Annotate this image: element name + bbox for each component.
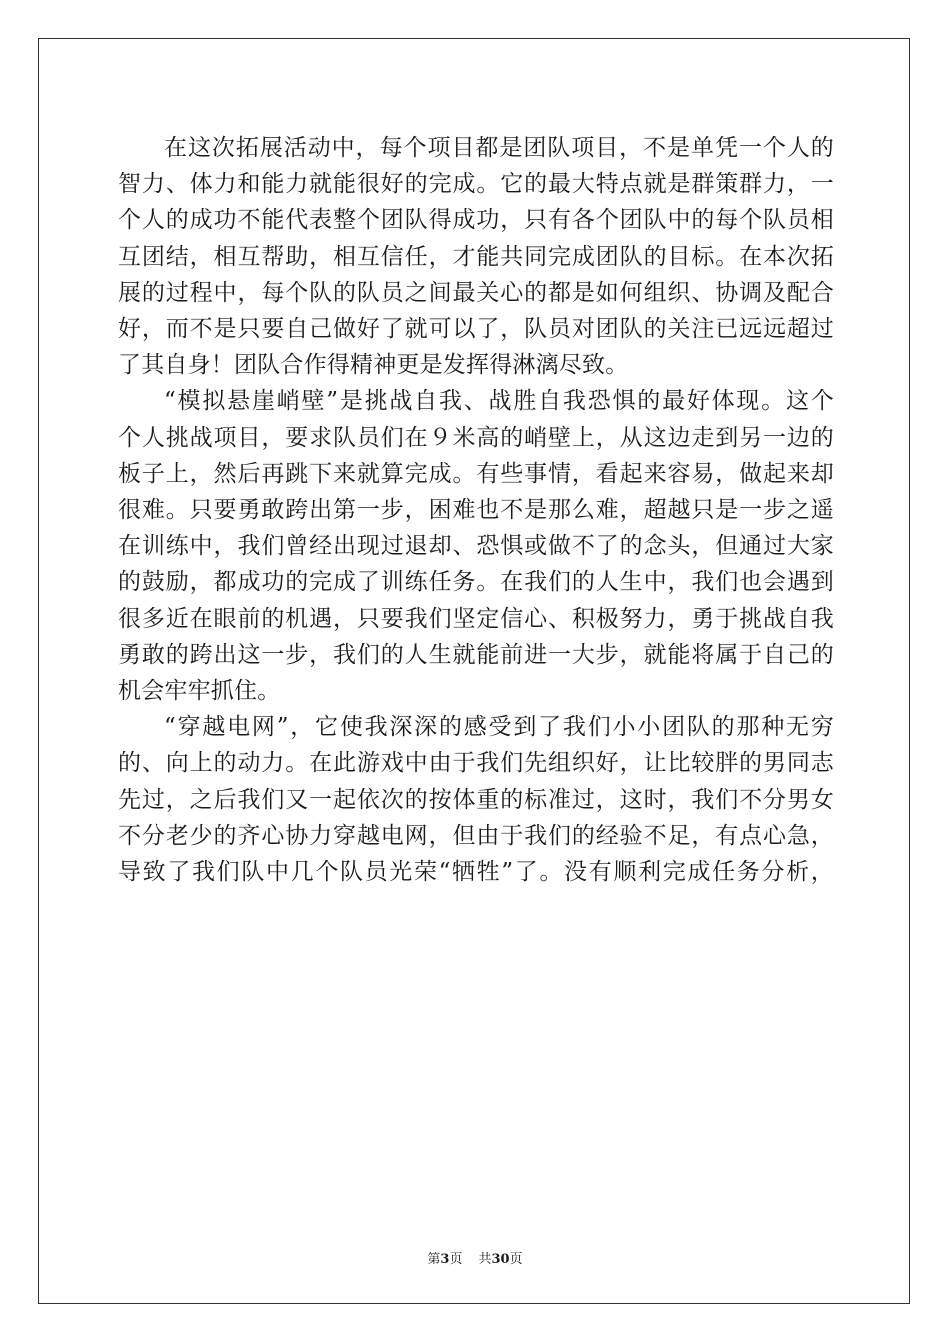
total-prefix: 共: [478, 1252, 492, 1267]
paragraph-3-line-2: 的、向上的动力。在此游戏中由于我们先组织好，让比较胖的男同志: [118, 750, 834, 777]
page-footer: [0, 1248, 950, 1267]
paragraph-2-line-5: 在训练中，我们曾经出现过退却、恐惧或做不了的念头，但通过大家: [118, 533, 834, 560]
paragraph-2-line-3: 板子上，然后再跳下来就算完成。有些事情，看起来容易，做起来却: [118, 460, 834, 487]
page-number: 3: [440, 1252, 450, 1267]
paragraph-1-line-2: 智力、体力和能力就能很好的完成。它的最大特点就是群策群力，一: [118, 171, 834, 198]
paragraph-2-line-8: 勇敢的跨出这一步，我们的人生就能前进一大步，就能将属于自己的: [118, 641, 834, 668]
paragraph-3-line-3: 先过，之后我们又一起依次的按体重的标准过，这时，我们不分男女: [118, 786, 834, 813]
paragraph-3-line-1: “穿越电网”，它使我深深的感受到了我们小小团队的那种无穷: [164, 714, 834, 741]
paragraph-2-line-2: 个人挑战项目，要求队员们在９米高的峭壁上，从这边走到另一边的: [118, 424, 834, 451]
total-unit: 页: [509, 1252, 523, 1267]
paragraph-2-line-9: 机会牢牢抓住。: [118, 678, 281, 705]
paragraph-2-line-1: “模拟悬崖峭壁”是挑战自我、战胜自我恐惧的最好体现。这个: [164, 388, 834, 415]
paragraph-3-line-5: 导致了我们队中几个队员光荣“牺牲”了。没有顺利完成任务分析，: [118, 859, 834, 886]
paragraph-2-line-7: 很多近在眼前的机遇，只要我们坚定信心、积极努力，勇于挑战自我: [118, 605, 834, 632]
paragraph-3-line-4: 不分老少的齐心协力穿越电网，但由于我们的经验不足，有点心急，: [118, 822, 834, 849]
paragraph-1-line-7: 了其自身！团队合作得精神更是发挥得淋漓尽致。: [118, 352, 629, 379]
paragraph-1-line-6: 好，而不是只要自己做好了就可以了，队员对团队的关注已远远超过: [118, 316, 834, 343]
paragraph-1-line-5: 展的过程中，每个队的队员之间最关心的都是如何组织、协调及配合: [118, 279, 834, 306]
document-body: [118, 130, 834, 890]
total-pages: 30: [491, 1252, 510, 1267]
paragraph-2-line-4: 很难。只要勇敢跨出第一步，困难也不是那么难，超越只是一步之遥: [118, 497, 834, 524]
paragraph-1-line-3: 个人的成功不能代表整个团队得成功，只有各个团队中的每个队员相: [118, 207, 834, 234]
page-unit: 页: [449, 1252, 463, 1267]
page-prefix: 第: [427, 1252, 441, 1267]
paragraph-2-line-6: 的鼓励，都成功的完成了训练任务。在我们的人生中，我们也会遇到: [118, 569, 834, 596]
paragraph-1-line-1: 在这次拓展活动中，每个项目都是团队项目，不是单凭一个人的: [164, 135, 834, 161]
paragraph-1-line-4: 互团结，相互帮助，相互信任，才能共同完成团队的目标。在本次拓: [118, 243, 834, 270]
